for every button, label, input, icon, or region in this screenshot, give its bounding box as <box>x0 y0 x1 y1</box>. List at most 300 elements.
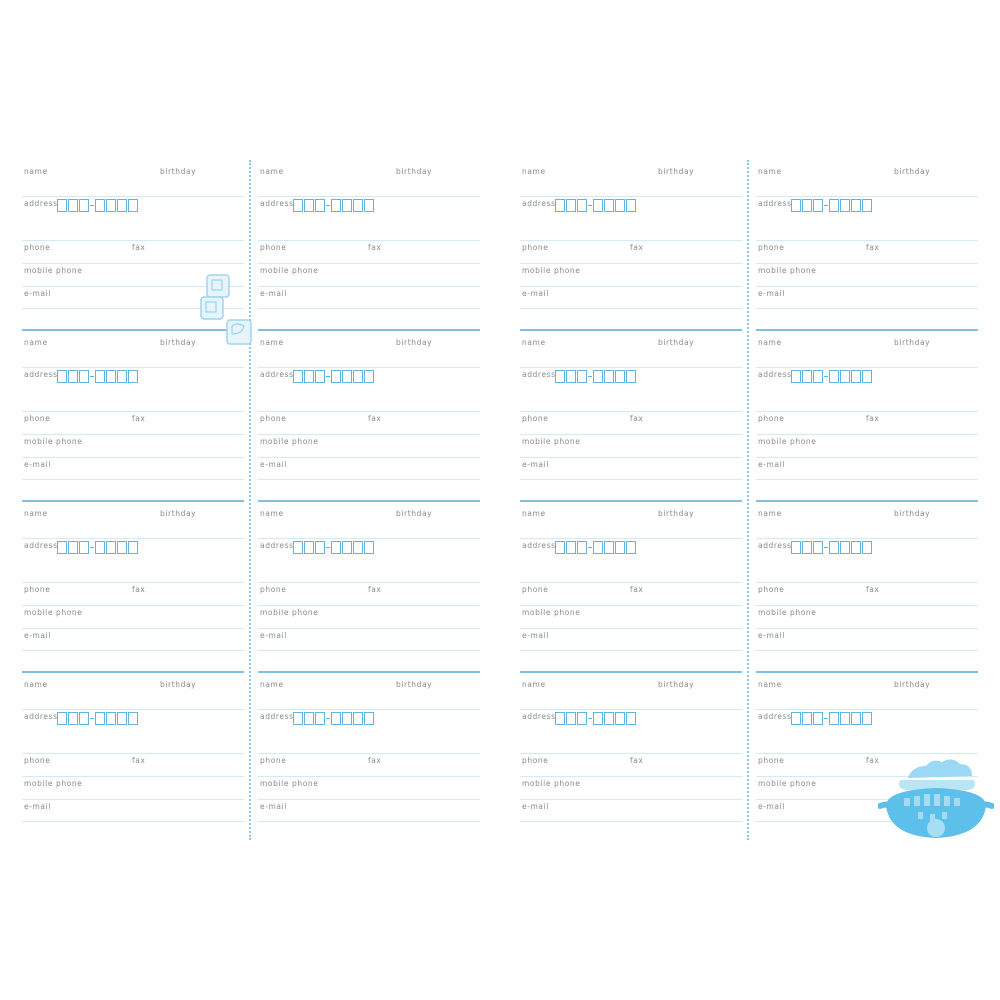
phone-label: phone <box>260 756 287 765</box>
postal-code-box[interactable] <box>577 199 587 212</box>
postal-code-box[interactable] <box>555 370 565 383</box>
postal-code-box[interactable] <box>293 370 303 383</box>
birthday-label: birthday <box>396 338 433 347</box>
birthday-label: birthday <box>160 167 197 176</box>
mobile-phone-label: mobile phone <box>758 779 817 788</box>
entry-rule <box>520 457 742 458</box>
postal-code-box[interactable] <box>813 370 823 383</box>
postal-code-boxes[interactable] <box>791 199 873 212</box>
postal-code-box[interactable] <box>106 712 116 725</box>
entry-rule <box>22 196 244 197</box>
mobile-phone-label: mobile phone <box>758 266 817 275</box>
postal-code-box[interactable] <box>128 712 138 725</box>
postal-code-box[interactable] <box>117 199 127 212</box>
postal-code-box[interactable] <box>791 199 801 212</box>
entry-rule <box>520 479 742 480</box>
email-label: e-mail <box>24 460 51 469</box>
email-label: e-mail <box>758 802 785 811</box>
name-label: name <box>24 167 48 176</box>
entry-rule <box>756 434 978 435</box>
name-label: name <box>522 509 546 518</box>
postal-code-box[interactable] <box>364 370 374 383</box>
entry-rule <box>520 538 742 539</box>
address-label: address <box>24 712 58 721</box>
postal-code-box[interactable] <box>128 541 138 554</box>
postal-code-dash <box>824 205 828 206</box>
fax-label: fax <box>132 414 146 423</box>
fax-label: fax <box>368 414 382 423</box>
address-card <box>258 329 480 500</box>
address-card <box>258 671 480 842</box>
entry-rule <box>520 753 742 754</box>
postal-code-boxes[interactable] <box>791 541 873 554</box>
phone-label: phone <box>24 756 51 765</box>
postal-code-box[interactable] <box>555 199 565 212</box>
postal-code-box[interactable] <box>791 370 801 383</box>
entry-rule <box>22 799 244 800</box>
phone-label: phone <box>758 756 785 765</box>
postal-code-box[interactable] <box>555 712 565 725</box>
phone-label: phone <box>522 585 549 594</box>
address-card <box>520 160 742 329</box>
postal-code-box[interactable] <box>57 712 67 725</box>
postal-code-box[interactable] <box>813 541 823 554</box>
fax-label: fax <box>368 756 382 765</box>
postal-code-box[interactable] <box>615 370 625 383</box>
entry-rule <box>258 457 480 458</box>
birthday-label: birthday <box>658 167 695 176</box>
postal-code-box[interactable] <box>615 199 625 212</box>
postal-code-box[interactable] <box>79 541 89 554</box>
entry-rule <box>22 457 244 458</box>
postal-code-box[interactable] <box>829 199 839 212</box>
postal-code-box[interactable] <box>342 370 352 383</box>
postal-code-box[interactable] <box>117 370 127 383</box>
postal-code-box[interactable] <box>802 541 812 554</box>
birthday-label: birthday <box>160 509 197 518</box>
postal-code-boxes[interactable] <box>791 712 873 725</box>
postal-code-dash <box>326 205 330 206</box>
postal-code-box[interactable] <box>791 541 801 554</box>
postal-code-box[interactable] <box>615 541 625 554</box>
birthday-label: birthday <box>894 167 931 176</box>
email-label: e-mail <box>522 460 549 469</box>
birthday-label: birthday <box>658 509 695 518</box>
postal-code-box[interactable] <box>353 199 363 212</box>
entry-rule <box>756 628 978 629</box>
name-label: name <box>24 509 48 518</box>
entry-rule <box>258 240 480 241</box>
postal-code-box[interactable] <box>577 370 587 383</box>
postal-code-boxes[interactable] <box>555 199 637 212</box>
fax-label: fax <box>866 756 880 765</box>
phone-label: phone <box>522 243 549 252</box>
postal-code-dash <box>326 547 330 548</box>
entry-rule <box>520 582 742 583</box>
email-label: e-mail <box>260 289 287 298</box>
postal-code-dash <box>326 376 330 377</box>
postal-code-boxes[interactable] <box>57 541 139 554</box>
email-label: e-mail <box>522 289 549 298</box>
postal-code-box[interactable] <box>57 199 67 212</box>
address-label: address <box>260 712 294 721</box>
postal-code-box[interactable] <box>566 541 576 554</box>
entry-rule <box>756 367 978 368</box>
address-label: address <box>522 199 556 208</box>
postal-code-boxes[interactable] <box>57 199 139 212</box>
postal-code-box[interactable] <box>829 541 839 554</box>
entry-rule <box>22 821 244 822</box>
mobile-phone-label: mobile phone <box>522 779 581 788</box>
postal-code-box[interactable] <box>862 199 872 212</box>
mobile-phone-label: mobile phone <box>260 608 319 617</box>
entry-rule <box>22 411 244 412</box>
postal-code-box[interactable] <box>315 199 325 212</box>
entry-rule <box>22 538 244 539</box>
address-label: address <box>758 541 792 550</box>
postal-code-dash <box>824 376 828 377</box>
fax-label: fax <box>866 585 880 594</box>
entry-rule <box>520 196 742 197</box>
entry-rule <box>22 479 244 480</box>
postal-code-box[interactable] <box>57 370 67 383</box>
entry-rule <box>520 605 742 606</box>
email-label: e-mail <box>260 631 287 640</box>
mobile-phone-label: mobile phone <box>24 437 83 446</box>
postal-code-box[interactable] <box>604 370 614 383</box>
name-label: name <box>260 509 284 518</box>
address-column <box>520 160 742 842</box>
postal-code-box[interactable] <box>117 541 127 554</box>
postal-code-box[interactable] <box>304 712 314 725</box>
email-label: e-mail <box>758 631 785 640</box>
email-label: e-mail <box>260 802 287 811</box>
address-label: address <box>758 370 792 379</box>
postal-code-box[interactable] <box>128 370 138 383</box>
postal-code-box[interactable] <box>566 712 576 725</box>
postal-code-boxes[interactable] <box>555 370 637 383</box>
postal-code-box[interactable] <box>106 199 116 212</box>
postal-code-box[interactable] <box>68 712 78 725</box>
postal-code-dash <box>326 718 330 719</box>
entry-rule <box>756 538 978 539</box>
postal-code-box[interactable] <box>353 370 363 383</box>
postal-code-box[interactable] <box>615 712 625 725</box>
mobile-phone-label: mobile phone <box>24 779 83 788</box>
postal-code-box[interactable] <box>79 712 89 725</box>
entry-rule <box>520 799 742 800</box>
address-label: address <box>522 541 556 550</box>
entry-rule <box>756 605 978 606</box>
entry-rule <box>258 196 480 197</box>
postal-code-box[interactable] <box>626 199 636 212</box>
name-label: name <box>24 338 48 347</box>
birthday-label: birthday <box>894 338 931 347</box>
entry-rule <box>22 434 244 435</box>
postal-code-box[interactable] <box>829 712 839 725</box>
mobile-phone-label: mobile phone <box>260 437 319 446</box>
postal-code-box[interactable] <box>128 199 138 212</box>
postal-code-dash <box>90 205 94 206</box>
postal-code-box[interactable] <box>106 541 116 554</box>
postal-code-box[interactable] <box>862 712 872 725</box>
postal-code-box[interactable] <box>813 712 823 725</box>
birthday-label: birthday <box>396 167 433 176</box>
name-label: name <box>260 167 284 176</box>
address-label: address <box>522 370 556 379</box>
birthday-label: birthday <box>396 509 433 518</box>
postal-code-box[interactable] <box>604 712 614 725</box>
mobile-phone-label: mobile phone <box>522 437 581 446</box>
birthday-label: birthday <box>160 680 197 689</box>
entry-rule <box>756 457 978 458</box>
name-label: name <box>522 338 546 347</box>
entry-rule <box>22 776 244 777</box>
phone-label: phone <box>260 243 287 252</box>
postal-code-box[interactable] <box>862 370 872 383</box>
birthday-label: birthday <box>894 680 931 689</box>
page-divider-right <box>747 160 749 840</box>
phone-label: phone <box>260 585 287 594</box>
name-label: name <box>758 509 782 518</box>
address-card <box>756 500 978 671</box>
postal-code-box[interactable] <box>840 199 850 212</box>
postal-code-box[interactable] <box>68 370 78 383</box>
postal-code-box[interactable] <box>315 712 325 725</box>
entry-rule <box>520 367 742 368</box>
entry-rule <box>258 434 480 435</box>
postal-code-boxes[interactable] <box>791 370 873 383</box>
postal-code-dash <box>824 547 828 548</box>
entry-rule <box>520 308 742 309</box>
email-label: e-mail <box>758 289 785 298</box>
postal-code-boxes[interactable] <box>293 370 375 383</box>
postal-code-box[interactable] <box>840 370 850 383</box>
address-card <box>756 329 978 500</box>
postal-code-box[interactable] <box>604 199 614 212</box>
birthday-label: birthday <box>396 680 433 689</box>
phone-label: phone <box>24 243 51 252</box>
fax-label: fax <box>630 414 644 423</box>
postal-code-box[interactable] <box>604 541 614 554</box>
postal-code-box[interactable] <box>68 541 78 554</box>
postal-code-box[interactable] <box>315 541 325 554</box>
postal-code-box[interactable] <box>117 712 127 725</box>
address-column <box>756 160 978 842</box>
entry-rule <box>520 411 742 412</box>
postal-code-box[interactable] <box>364 712 374 725</box>
postal-code-box[interactable] <box>331 541 341 554</box>
entry-rule <box>22 753 244 754</box>
postal-code-box[interactable] <box>851 370 861 383</box>
postal-code-box[interactable] <box>626 541 636 554</box>
postal-code-box[interactable] <box>802 199 812 212</box>
postal-code-boxes[interactable] <box>57 712 139 725</box>
entry-rule <box>756 308 978 309</box>
postal-code-box[interactable] <box>829 370 839 383</box>
postal-code-box[interactable] <box>57 541 67 554</box>
postal-code-box[interactable] <box>364 541 374 554</box>
email-label: e-mail <box>260 460 287 469</box>
postal-code-box[interactable] <box>95 712 105 725</box>
address-card <box>520 671 742 842</box>
postal-code-box[interactable] <box>79 370 89 383</box>
postal-code-box[interactable] <box>566 199 576 212</box>
postal-code-box[interactable] <box>813 199 823 212</box>
address-column <box>258 160 480 842</box>
postal-code-box[interactable] <box>577 541 587 554</box>
phone-label: phone <box>24 585 51 594</box>
postal-code-box[interactable] <box>95 370 105 383</box>
entry-rule <box>756 709 978 710</box>
email-label: e-mail <box>24 802 51 811</box>
birthday-label: birthday <box>894 509 931 518</box>
entry-rule <box>520 709 742 710</box>
entry-rule <box>258 538 480 539</box>
name-label: name <box>758 167 782 176</box>
postal-code-boxes[interactable] <box>293 541 375 554</box>
entry-rule <box>756 196 978 197</box>
entry-rule <box>22 582 244 583</box>
postal-code-dash <box>588 205 592 206</box>
postal-code-box[interactable] <box>95 199 105 212</box>
postal-code-box[interactable] <box>851 541 861 554</box>
email-label: e-mail <box>522 802 549 811</box>
postal-code-box[interactable] <box>304 370 314 383</box>
postal-code-box[interactable] <box>68 199 78 212</box>
address-label: address <box>24 199 58 208</box>
address-card <box>520 329 742 500</box>
postal-code-box[interactable] <box>802 370 812 383</box>
entry-rule <box>22 367 244 368</box>
address-label: address <box>24 370 58 379</box>
postal-code-box[interactable] <box>331 370 341 383</box>
postal-code-box[interactable] <box>293 712 303 725</box>
postal-code-box[interactable] <box>593 370 603 383</box>
entry-rule <box>520 240 742 241</box>
phone-label: phone <box>758 585 785 594</box>
postal-code-box[interactable] <box>315 370 325 383</box>
mobile-phone-label: mobile phone <box>260 266 319 275</box>
entry-rule <box>258 605 480 606</box>
fax-label: fax <box>368 243 382 252</box>
postal-code-box[interactable] <box>293 541 303 554</box>
entry-rule <box>258 799 480 800</box>
postal-code-boxes[interactable] <box>555 541 637 554</box>
postal-code-box[interactable] <box>304 541 314 554</box>
bowl-illustration-icon <box>878 752 994 848</box>
postal-code-box[interactable] <box>304 199 314 212</box>
entry-rule <box>520 434 742 435</box>
postal-code-box[interactable] <box>555 541 565 554</box>
postal-code-box[interactable] <box>79 199 89 212</box>
postal-code-box[interactable] <box>802 712 812 725</box>
entry-rule <box>22 709 244 710</box>
page-divider-left <box>249 160 251 840</box>
address-card <box>756 160 978 329</box>
postal-code-box[interactable] <box>342 712 352 725</box>
postal-code-dash <box>588 718 592 719</box>
postal-code-box[interactable] <box>593 541 603 554</box>
address-card <box>258 500 480 671</box>
address-label: address <box>260 541 294 550</box>
postal-code-boxes[interactable] <box>293 712 375 725</box>
postal-code-boxes[interactable] <box>555 712 637 725</box>
postal-code-dash <box>588 547 592 548</box>
fax-label: fax <box>866 243 880 252</box>
name-label: name <box>522 167 546 176</box>
address-card <box>520 500 742 671</box>
fax-label: fax <box>132 756 146 765</box>
postal-code-box[interactable] <box>342 199 352 212</box>
postal-code-box[interactable] <box>626 712 636 725</box>
postal-code-box[interactable] <box>851 712 861 725</box>
postal-code-boxes[interactable] <box>57 370 139 383</box>
postal-code-box[interactable] <box>593 199 603 212</box>
entry-rule <box>756 411 978 412</box>
fax-label: fax <box>630 756 644 765</box>
postal-code-box[interactable] <box>106 370 116 383</box>
entry-rule <box>258 821 480 822</box>
postal-code-box[interactable] <box>851 199 861 212</box>
postal-code-box[interactable] <box>331 199 341 212</box>
postal-code-box[interactable] <box>364 199 374 212</box>
entry-rule <box>258 411 480 412</box>
postal-code-box[interactable] <box>353 541 363 554</box>
fax-label: fax <box>132 585 146 594</box>
postal-code-box[interactable] <box>577 712 587 725</box>
entry-rule <box>22 263 244 264</box>
entry-rule <box>258 263 480 264</box>
entry-rule <box>258 308 480 309</box>
entry-rule <box>520 286 742 287</box>
mobile-phone-label: mobile phone <box>260 779 319 788</box>
postal-code-box[interactable] <box>566 370 576 383</box>
postal-code-box[interactable] <box>840 712 850 725</box>
postal-code-box[interactable] <box>342 541 352 554</box>
postal-code-box[interactable] <box>353 712 363 725</box>
postal-code-box[interactable] <box>95 541 105 554</box>
entry-rule <box>520 650 742 651</box>
postal-code-box[interactable] <box>840 541 850 554</box>
entry-rule <box>22 605 244 606</box>
postal-code-box[interactable] <box>626 370 636 383</box>
mobile-phone-label: mobile phone <box>522 608 581 617</box>
fax-label: fax <box>630 243 644 252</box>
address-label: address <box>758 712 792 721</box>
mobile-phone-label: mobile phone <box>24 608 83 617</box>
birthday-label: birthday <box>658 680 695 689</box>
postal-code-box[interactable] <box>331 712 341 725</box>
postal-code-box[interactable] <box>791 712 801 725</box>
address-column <box>22 160 244 842</box>
email-label: e-mail <box>522 631 549 640</box>
postal-code-boxes[interactable] <box>293 199 375 212</box>
postal-code-box[interactable] <box>593 712 603 725</box>
postal-code-box[interactable] <box>862 541 872 554</box>
postal-code-box[interactable] <box>293 199 303 212</box>
name-label: name <box>758 338 782 347</box>
fax-label: fax <box>368 585 382 594</box>
address-card <box>22 671 244 842</box>
phone-label: phone <box>522 756 549 765</box>
postal-code-dash <box>90 547 94 548</box>
entry-rule <box>258 753 480 754</box>
entry-rule <box>756 240 978 241</box>
entry-rule <box>258 479 480 480</box>
address-card <box>22 329 244 500</box>
entry-rule <box>22 240 244 241</box>
